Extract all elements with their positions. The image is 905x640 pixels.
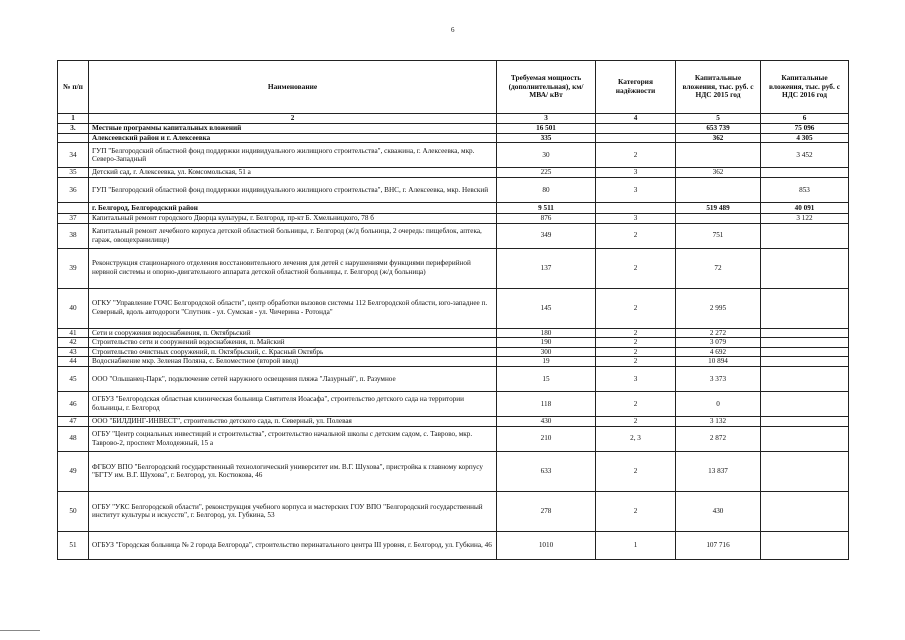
- row-cap-2015: 362: [676, 133, 761, 143]
- row-power: 278: [497, 491, 596, 531]
- header-num: № п/п: [58, 61, 89, 114]
- row-name: ФГБОУ ВПО "Белгородский государственный технологический университет им. В.Г. Шухова", пристройка к главному корпусу "БГТУ им. В.Г. Шухова", г. Белгород, ул. Костюкова, 46: [89, 451, 497, 491]
- row-power: 180: [497, 328, 596, 338]
- row-power: 118: [497, 392, 596, 417]
- row-name: Строительство очистных сооружений, п. Октябрьский, с. Красный Октябрь: [89, 347, 497, 357]
- row-number: 34: [58, 143, 89, 168]
- table-row: [58, 338, 849, 348]
- row-category: 2: [596, 451, 676, 491]
- row-category: [596, 133, 676, 143]
- row-power: 335: [497, 133, 596, 143]
- row-name: ОГБУЗ "Городская больница № 2 города Белгорода", строительство перинатального центра III уровня, г. Белгород, ул. Губкина, 46: [89, 531, 497, 559]
- col-number: 1: [58, 114, 89, 124]
- row-number: [58, 133, 89, 143]
- row-cap-2015: 2 872: [676, 426, 761, 451]
- row-number: 44: [58, 357, 89, 367]
- table-row: [58, 491, 849, 531]
- row-cap-2016: [761, 328, 849, 338]
- row-cap-2016: [761, 531, 849, 559]
- row-cap-2016: [761, 288, 849, 328]
- row-cap-2015: 0: [676, 392, 761, 417]
- row-cap-2015: 519 489: [676, 202, 761, 213]
- row-power: 876: [497, 213, 596, 223]
- row-cap-2015: 13 837: [676, 451, 761, 491]
- header-cap-2015: Капитальные вложения, тыс. руб. с НДС 2015 год: [676, 61, 761, 114]
- row-cap-2015: 362: [676, 168, 761, 178]
- row-name: ОГБУ "УКС Белгородской области", реконструкция учебного корпуса и мастерских ГОУ ВПО "Белгородский государственный институт культуры и искусств", г. Белгород, ул. Губкина, 53: [89, 491, 497, 531]
- row-number: 40: [58, 288, 89, 328]
- row-cap-2016: [761, 451, 849, 491]
- table-row: [58, 367, 849, 392]
- row-name: Местные программы капитальных вложений: [89, 124, 497, 134]
- row-name: Капитальный ремонт городского Дворца культуры, г. Белгород, пр-кт Б. Хмельницкого, 78 б: [89, 213, 497, 223]
- row-category: 3: [596, 367, 676, 392]
- row-name: Детский сад, г. Алексеевка, ул. Комсомольская, 51 а: [89, 168, 497, 178]
- row-number: 41: [58, 328, 89, 338]
- row-cap-2016: [761, 491, 849, 531]
- row-cap-2015: 3 373: [676, 367, 761, 392]
- table-row: [58, 288, 849, 328]
- row-name: ОГБУ "Центр социальных инвестиций и строительства", строительство начальной школы с детским садом, с. Таврово, мкр. Таврово-2, проспект Молодежный, 15 а: [89, 426, 497, 451]
- row-category: 2: [596, 491, 676, 531]
- header-name: Наименование: [89, 61, 497, 114]
- row-cap-2015: 107 716: [676, 531, 761, 559]
- row-category: 2: [596, 417, 676, 427]
- row-name: ГУП "Белгородский областной фонд поддержки индивидуального жилищного строительства", ВНС, г. Алексеевка, мкр. Невский: [89, 177, 497, 202]
- table-row: [58, 213, 849, 223]
- table-row: [58, 417, 849, 427]
- row-category: 2: [596, 392, 676, 417]
- scan-edge-line: [0, 630, 40, 631]
- row-name: ООО "Ольшанец-Парк", подключение сетей наружного освещения пляжа "Лазурный", п. Разумное: [89, 367, 497, 392]
- table-row: [58, 133, 849, 143]
- row-number: 37: [58, 213, 89, 223]
- table-row: [58, 168, 849, 178]
- row-power: 80: [497, 177, 596, 202]
- col-number: 6: [761, 114, 849, 124]
- row-name: Сети и сооружения водоснабжения, п. Октябрьский: [89, 328, 497, 338]
- row-power: 145: [497, 288, 596, 328]
- row-number: 47: [58, 417, 89, 427]
- row-number: 39: [58, 248, 89, 288]
- row-cap-2015: 3 132: [676, 417, 761, 427]
- column-number-row: [58, 114, 849, 124]
- table-row: [58, 328, 849, 338]
- row-category: [596, 124, 676, 134]
- row-cap-2016: [761, 347, 849, 357]
- row-power: 9 511: [497, 202, 596, 213]
- row-cap-2016: [761, 426, 849, 451]
- col-number: 2: [89, 114, 497, 124]
- row-category: 2, 3: [596, 426, 676, 451]
- row-category: 2: [596, 328, 676, 338]
- row-number: 45: [58, 367, 89, 392]
- row-name: г. Белгород, Белгородский район: [89, 202, 497, 213]
- row-category: 2: [596, 338, 676, 348]
- row-name: Алексеевский район и г. Алексеевка: [89, 133, 497, 143]
- row-name: Водоснабжение мкр. Зеленая Поляна, с. Беломестное (второй ввод): [89, 357, 497, 367]
- row-number: 38: [58, 223, 89, 248]
- table-row: [58, 531, 849, 559]
- table-row: [58, 426, 849, 451]
- row-name: ОГБУЗ "Белгородская областная клиническая больница Святителя Иоасафа", строительство детского сада на территории больницы, г. Белгород: [89, 392, 497, 417]
- row-cap-2015: 2 995: [676, 288, 761, 328]
- row-cap-2015: 2 272: [676, 328, 761, 338]
- row-number: 42: [58, 338, 89, 348]
- row-cap-2015: 430: [676, 491, 761, 531]
- col-number: 3: [497, 114, 596, 124]
- row-number: 43: [58, 347, 89, 357]
- row-cap-2016: 3 122: [761, 213, 849, 223]
- table-row: [58, 392, 849, 417]
- row-power: 1010: [497, 531, 596, 559]
- table-row: [58, 124, 849, 134]
- row-number: 49: [58, 451, 89, 491]
- table-row: [58, 202, 849, 213]
- row-category: 2: [596, 143, 676, 168]
- header-category: Категория надёжности: [596, 61, 676, 114]
- table-body: [58, 124, 849, 560]
- row-name: ООО "БИЛДИНГ-ИНВЕСТ", строительство детского сада, п. Северный, ул. Полевая: [89, 417, 497, 427]
- row-category: 2: [596, 347, 676, 357]
- row-number: 51: [58, 531, 89, 559]
- row-power: 633: [497, 451, 596, 491]
- row-cap-2015: 4 692: [676, 347, 761, 357]
- row-power: 349: [497, 223, 596, 248]
- row-category: 2: [596, 248, 676, 288]
- row-power: 225: [497, 168, 596, 178]
- row-cap-2015: [676, 177, 761, 202]
- row-number: 3.: [58, 124, 89, 134]
- table-row: [58, 451, 849, 491]
- col-number: 5: [676, 114, 761, 124]
- row-cap-2015: 653 739: [676, 124, 761, 134]
- row-cap-2016: 4 305: [761, 133, 849, 143]
- row-number: 46: [58, 392, 89, 417]
- row-cap-2015: 72: [676, 248, 761, 288]
- row-cap-2016: 853: [761, 177, 849, 202]
- row-cap-2016: 40 091: [761, 202, 849, 213]
- row-cap-2016: [761, 357, 849, 367]
- row-number: 48: [58, 426, 89, 451]
- row-cap-2015: 3 079: [676, 338, 761, 348]
- table-row: [58, 347, 849, 357]
- row-name: ОГКУ "Управление ГОЧС Белгородской области", центр обработки вызовов системы 112 Белгородской области, юго-западнее п. Северный, вдоль автодороги "Спутник - ул. Сумская - ул. Чичерина - Ротонда": [89, 288, 497, 328]
- row-number: 50: [58, 491, 89, 531]
- table-row: [58, 357, 849, 367]
- row-cap-2016: [761, 392, 849, 417]
- row-category: [596, 202, 676, 213]
- row-power: 300: [497, 347, 596, 357]
- row-cap-2016: [761, 168, 849, 178]
- row-category: 2: [596, 223, 676, 248]
- row-number: 36: [58, 177, 89, 202]
- row-cap-2016: 75 096: [761, 124, 849, 134]
- row-cap-2016: [761, 248, 849, 288]
- table-row: [58, 177, 849, 202]
- row-name: ГУП "Белгородский областной фонд поддержки индивидуального жилищного строительства", скважина, г. Алексеевка, мкр. Северо-Западный: [89, 143, 497, 168]
- row-cap-2016: [761, 367, 849, 392]
- row-category: 2: [596, 357, 676, 367]
- header-row: [58, 61, 849, 114]
- row-category: 3: [596, 168, 676, 178]
- row-cap-2016: 3 452: [761, 143, 849, 168]
- header-power: Требуемая мощность (дополнительная), км/ МВА/ кВт: [497, 61, 596, 114]
- row-number: [58, 202, 89, 213]
- row-power: 30: [497, 143, 596, 168]
- row-power: 15: [497, 367, 596, 392]
- row-category: 1: [596, 531, 676, 559]
- row-category: 2: [596, 288, 676, 328]
- investment-table: [57, 60, 849, 560]
- row-cap-2015: [676, 213, 761, 223]
- row-number: 35: [58, 168, 89, 178]
- row-power: 190: [497, 338, 596, 348]
- row-cap-2016: [761, 338, 849, 348]
- row-name: Капитальный ремонт лечебного корпуса детской областной больницы, г. Белгород (ж/д больница, 2 очередь: пищеблок, аптека, гараж, овощехранилище): [89, 223, 497, 248]
- row-name: Строительство сети и сооружений водоснабжения, п. Майский: [89, 338, 497, 348]
- row-cap-2015: 10 894: [676, 357, 761, 367]
- col-number: 4: [596, 114, 676, 124]
- row-power: 19: [497, 357, 596, 367]
- row-category: 3: [596, 177, 676, 202]
- row-power: 137: [497, 248, 596, 288]
- row-power: 430: [497, 417, 596, 427]
- row-cap-2016: [761, 223, 849, 248]
- table-row: [58, 248, 849, 288]
- row-power: 210: [497, 426, 596, 451]
- row-cap-2015: 751: [676, 223, 761, 248]
- row-category: 3: [596, 213, 676, 223]
- row-cap-2016: [761, 417, 849, 427]
- row-cap-2015: [676, 143, 761, 168]
- row-power: 16 501: [497, 124, 596, 134]
- table-row: [58, 143, 849, 168]
- header-cap-2016: Капитальные вложения, тыс. руб. с НДС 2016 год: [761, 61, 849, 114]
- table-row: [58, 223, 849, 248]
- page-number: 6: [451, 26, 455, 34]
- row-name: Реконструкция стационарного отделения восстановительного лечения для детей с нарушениями функциями периферийной нервной системы и опорно-двигательного аппарата детской областной больницы, г. Белгород (ж/д больница): [89, 248, 497, 288]
